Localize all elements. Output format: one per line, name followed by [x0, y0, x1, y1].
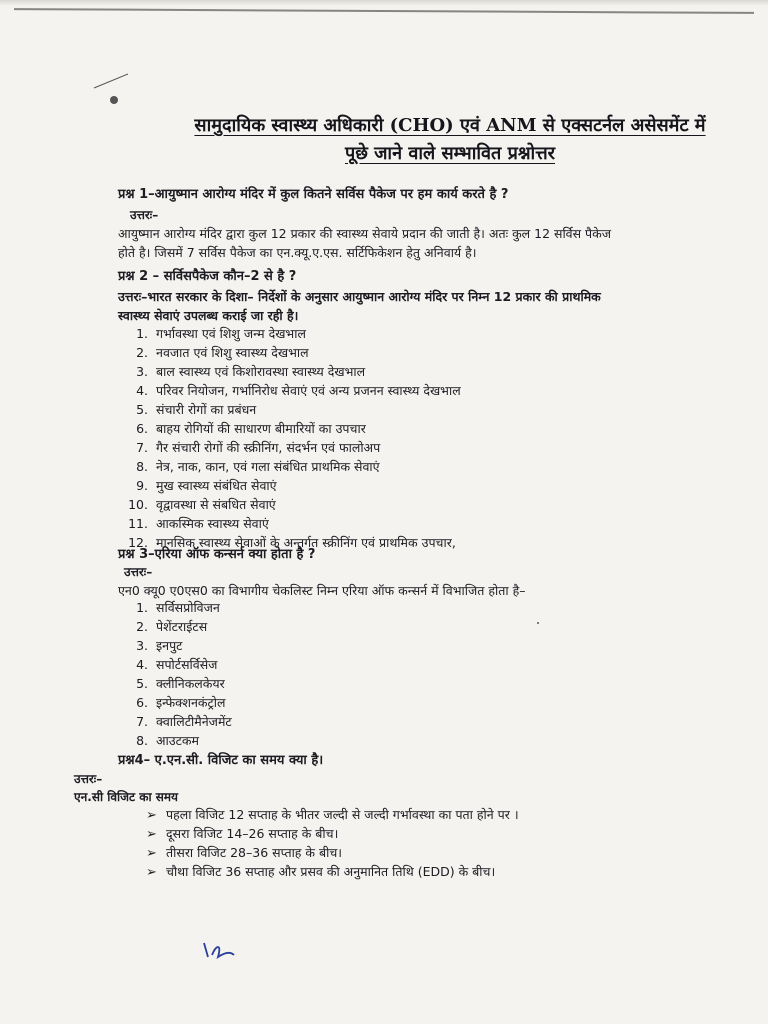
answer-1-text — [118, 224, 758, 262]
answer-2-line-2: स्वास्थ्य सेवाएं उपलब्ध कराई जा रही है। — [118, 308, 299, 323]
question-2: प्रश्न 2 – सर्विसपैकेज कौन–2 से है ? — [118, 269, 297, 284]
service-package-item-number: 12. — [128, 535, 148, 550]
arrow-bullet-icon: ➢ — [146, 827, 157, 842]
service-package-item-number: 6. — [136, 421, 148, 436]
service-package-item-number: 11. — [128, 516, 148, 531]
service-package-item-number: 5. — [136, 402, 148, 417]
area-of-concern-item — [126, 712, 232, 731]
pen-mark-icon — [92, 70, 132, 110]
answer-3-label: उत्तरः– — [124, 565, 153, 579]
answer-4-label: उत्तरः– — [74, 772, 103, 786]
anc-visit-text: पहला विजिट 12 सप्ताह के भीतर जल्दी से जल्दी गर्भावस्था का पता होने पर । — [166, 807, 519, 822]
anc-visit-item — [146, 843, 519, 862]
service-package-item — [126, 457, 461, 476]
answer-1-line-1: आयुष्मान आरोग्य मंदिर द्वारा कुल 12 प्रकार की स्वास्थ्य सेवाये प्रदान की जाती है। अतः कुल 12 सर्विस पैकेज — [118, 226, 612, 241]
service-package-item — [126, 400, 461, 419]
anc-visit-item — [146, 824, 519, 843]
area-of-concern-item-text: पेशेंटराईटस — [156, 619, 208, 634]
service-package-item — [126, 362, 461, 381]
area-of-concern-item-number: 6. — [136, 695, 148, 710]
service-package-item — [126, 438, 461, 457]
area-of-concern-item-number: 7. — [136, 714, 148, 729]
anc-visit-subheading: एन.सी विजिट का समय — [74, 790, 179, 804]
page-top-edge — [0, 0, 768, 6]
service-package-item-number: 8. — [136, 459, 148, 474]
signature-mark — [200, 935, 240, 965]
anc-visit-text: दूसरा विजिट 14–26 सप्ताह के बीच। — [166, 826, 339, 841]
service-package-item-text: बाल स्वास्थ्य एवं किशोरावस्था स्वास्थ्य देखभाल — [156, 364, 366, 379]
area-of-concern-item-text: इन्फेक्शनकंट्रोल — [156, 695, 226, 710]
area-of-concern-item — [126, 693, 232, 712]
area-of-concern-item-text: क्वालिटीमैनेजमेंट — [156, 714, 232, 729]
service-package-item-number: 3. — [136, 364, 148, 379]
answer-1-label: उत्तरः– — [130, 208, 159, 222]
service-package-item-text: बाहय रोगियों की साधारण बीमारियों का उपचार — [156, 421, 366, 436]
service-package-item-number: 1. — [136, 326, 148, 341]
arrow-bullet-icon: ➢ — [146, 808, 157, 823]
title-line-2: पूछे जाने वाले सम्भावित प्रश्नोत्तर — [344, 143, 556, 164]
anc-visit-item — [146, 805, 519, 824]
anc-visit-text: चौथा विजिट 36 सप्ताह और प्रसव की अनुमानित तिथि (EDD) के बीच। — [166, 864, 496, 879]
service-package-item-text: नेत्र, नाक, कान, एवं गला संबंधित प्राथमिक सेवाएं — [156, 459, 380, 474]
service-package-item — [126, 476, 461, 495]
service-package-item — [126, 324, 461, 343]
service-package-item-number: 2. — [136, 345, 148, 360]
area-of-concern-item — [126, 731, 232, 750]
scan-speck — [537, 622, 539, 624]
area-of-concern-item — [126, 636, 232, 655]
service-package-item-number: 10. — [128, 497, 148, 512]
service-package-item — [126, 514, 461, 533]
service-package-item-number: 9. — [136, 478, 148, 493]
area-of-concern-item-number: 1. — [136, 600, 148, 615]
anc-visit-item — [146, 862, 519, 881]
area-of-concern-item — [126, 598, 232, 617]
document-title — [150, 112, 750, 168]
area-of-concern-item-text: सपोर्टसर्विसेज — [156, 657, 218, 672]
area-of-concern-item-text: आउटकम — [156, 733, 200, 748]
answer-1-line-2: होते है। जिसमें 7 सर्विस पैकेज का एन.क्यू.ए.एस. सर्टिफिकेशन हेतु अनिवार्य है। — [118, 245, 477, 260]
answer-2-text — [118, 287, 758, 325]
area-of-concern-item-number: 5. — [136, 676, 148, 691]
service-package-item-text: परिवर नियोजन, गर्भानिरोध सेवाएं एवं अन्य प्रजनन स्वास्थ्य देखभाल — [156, 383, 461, 398]
area-of-concern-item-text: इनपुट — [156, 638, 183, 653]
service-package-item — [126, 381, 461, 400]
arrow-bullet-icon: ➢ — [146, 865, 157, 880]
service-package-item-text: आकस्मिक स्वास्थ्य सेवाएं — [156, 516, 269, 531]
service-package-item-text: वृद्वावस्था से संबधित सेवाएं — [156, 497, 276, 512]
area-of-concern-item — [126, 617, 232, 636]
question-3: प्रश्न 3–एरिया ऑफ कन्सर्न क्या होता है ? — [118, 547, 316, 562]
service-package-item-text: मुख स्वास्थ्य संबंधित सेवाएं — [156, 478, 277, 493]
question-4: प्रश्न4– ए.एन.सी. विजिट का समय क्या है। — [118, 753, 324, 768]
area-of-concern-item — [126, 655, 232, 674]
area-of-concern-item-number: 8. — [136, 733, 148, 748]
service-package-item-number: 7. — [136, 440, 148, 455]
service-package-item-number: 4. — [136, 383, 148, 398]
answer-3-line-1: एन0 क्यू0 ए0एस0 का विभागीय चेकलिस्ट निम्न एरिया ऑफ कन्सर्न में विभाजित होता है– — [118, 583, 526, 598]
service-package-item-text: नवजात एवं शिशु स्वास्थ्य देखभाल — [156, 345, 309, 360]
area-of-concern-list — [126, 598, 232, 750]
arrow-bullet-icon: ➢ — [146, 846, 157, 861]
service-package-item-text: गैर संचारी रोगों की स्क्रीनिंग, संदर्भन एवं फालोअप — [156, 440, 381, 455]
question-1: प्रश्न 1–आयुष्मान आरोग्य मंदिर में कुल कितने सर्विस पैकेज पर हम कार्य करते है ? — [118, 187, 509, 202]
service-package-list — [126, 324, 461, 552]
service-package-item — [126, 419, 461, 438]
answer-2-line-1: उत्तरः–भारत सरकार के दिशा– निर्देशों के अनुसार आयुष्मान आरोग्य मंदिर पर निम्न 12 प्रकार की प्राथमिक — [118, 289, 601, 304]
service-package-item — [126, 495, 461, 514]
area-of-concern-item-number: 3. — [136, 638, 148, 653]
service-package-item — [126, 343, 461, 362]
area-of-concern-item-number: 2. — [136, 619, 148, 634]
area-of-concern-item — [126, 674, 232, 693]
anc-visit-text: तीसरा विजिट 28–36 सप्ताह के बीच। — [166, 845, 343, 860]
area-of-concern-item-number: 4. — [136, 657, 148, 672]
area-of-concern-item-text: क्लीनिकलकेयर — [156, 676, 225, 691]
area-of-concern-item-text: सर्विसप्रोविजन — [156, 600, 220, 615]
anc-visit-list — [146, 805, 519, 881]
scan-top-line — [14, 8, 754, 14]
service-package-item-text: संचारी रोगों का प्रबंधन — [156, 402, 257, 417]
title-line-1: सामुदायिक स्वास्थ्य अधिकारी (CHO) एवं ANM से एक्सटर्नल असेसमेंट में — [194, 115, 706, 136]
service-package-item-text: गर्भावस्था एवं शिशु जन्म देखभाल — [156, 326, 306, 341]
service-package-item-text: मानसिक स्वास्थ्य सेवाओं के अन्तर्गत स्क्रीनिंग एवं प्राथमिक उपचार, — [156, 535, 456, 550]
